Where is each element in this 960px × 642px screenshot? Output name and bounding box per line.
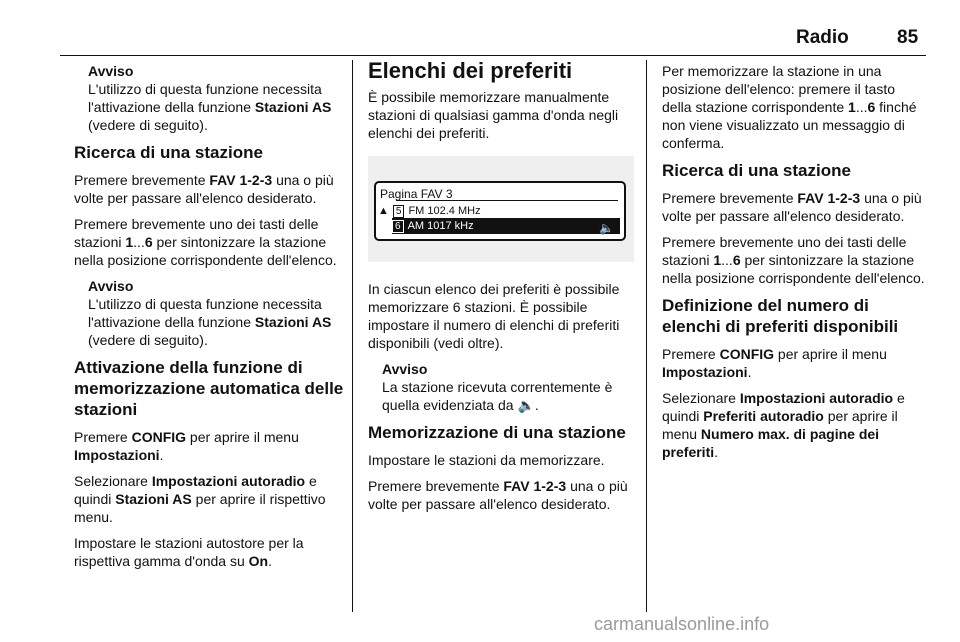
note-text: L'utilizzo di questa funzione necessita l'attivazione della funzione <box>88 296 322 330</box>
section-title: Radio <box>796 27 849 48</box>
station-label: AM 1017 kHz <box>407 220 474 232</box>
column-divider-1 <box>352 60 353 612</box>
paragraph: Per memorizzare la stazione in una posizione dell'elenco: premere il tasto della stazione corrispondente 1...6 finché non viene visualizzato un messaggio di conferma. <box>662 63 917 151</box>
note-text: La stazione ricevuta correntemente è quella evidenziata da <box>382 379 613 413</box>
paragraph: Impostare le stazioni da memorizzare. <box>368 452 605 468</box>
column-divider-2 <box>646 60 647 612</box>
paragraph: Premere brevemente uno dei tasti delle stazioni 1...6 per sintonizzare la stazione nella posizione corrispondente dell'elenco. <box>74 216 337 268</box>
screen-title: Pagina FAV 3 <box>380 187 453 201</box>
page-header <box>0 0 960 56</box>
note-bold: Stazioni AS <box>254 314 332 330</box>
note-title: Avviso <box>88 63 134 79</box>
paragraph: Premere CONFIG per aprire il menu Impostazioni. <box>662 346 887 380</box>
header-divider <box>60 55 926 56</box>
note-box <box>74 277 346 349</box>
paragraph: Premere brevemente FAV 1-2-3 una o più volte per passare all'elenco desiderato. <box>74 172 334 206</box>
favorite-row-selected <box>392 218 620 234</box>
column-2 <box>368 58 634 521</box>
paragraph: Selezionare Impostazioni autoradio e quindi Stazioni AS per aprire il rispettivo menu. <box>74 473 326 525</box>
paragraph: Premere brevemente FAV 1-2-3 una o più volte per passare all'elenco desiderato. <box>662 190 922 224</box>
heading-attivazione: Attivazione della funzione di memorizzazione automatica delle stazioni <box>74 358 344 419</box>
preset-number: 6 <box>392 220 404 233</box>
column-3 <box>662 62 928 469</box>
heading-ricerca: Ricerca di una stazione <box>74 143 263 162</box>
note-box: Avviso La stazione ricevuta correntemente è quella evidenziata da 🔈. <box>368 360 634 414</box>
paragraph: Premere brevemente FAV 1-2-3 una o più volte per passare all'elenco desiderato. <box>368 478 628 512</box>
paragraph: Premere brevemente uno dei tasti delle stazioni 1...6 per sintonizzare la stazione nella posizione corrispondente dell'elenco. <box>662 234 925 286</box>
speaker-icon: 🔈 <box>517 397 535 413</box>
radio-screen <box>374 181 626 241</box>
radio-display-figure <box>368 156 634 262</box>
preset-number: 5 <box>393 205 405 218</box>
note-box <box>74 62 346 134</box>
paragraph: Impostare le stazioni autostore per la rispettiva gamma d'onda su On. <box>74 535 304 569</box>
paragraph: Premere CONFIG per aprire il menu Impostazioni. <box>74 429 299 463</box>
heading-memorizzazione: Memorizzazione di una stazione <box>368 423 626 442</box>
note-tail: (vedere di seguito). <box>88 117 208 133</box>
heading-elenchi: Elenchi dei preferiti <box>368 58 573 83</box>
paragraph: Selezionare Impostazioni autoradio e quindi Preferiti autoradio per aprire il menu Numero max. di pagine dei preferiti. <box>662 390 905 460</box>
screen-divider <box>396 200 618 201</box>
heading-ricerca: Ricerca di una stazione <box>662 161 851 180</box>
heading-definizione: Definizione del numero di elenchi di preferiti disponibili <box>662 296 899 336</box>
speaker-icon: 🔈 <box>599 221 614 235</box>
paragraph: In ciascun elenco dei preferiti è possibile memorizzare 6 stazioni. È possibile impostare il numero di elenchi di preferiti disponibili (vedi oltre). <box>368 281 620 351</box>
arrow-up-icon: ▲ <box>378 205 389 217</box>
note-text: L'utilizzo di questa funzione necessita l'attivazione della funzione <box>88 81 322 115</box>
note-title: Avviso <box>88 278 134 294</box>
watermark: carmanualsonline.info <box>594 614 770 634</box>
paragraph: È possibile memorizzare manualmente stazioni di qualsiasi gamma d'onda negli elenchi dei preferiti. <box>368 89 619 141</box>
column-1 <box>74 62 346 578</box>
note-bold: Stazioni AS <box>254 99 332 115</box>
station-label: FM 102.4 MHz <box>408 205 481 217</box>
note-tail: (vedere di seguito). <box>88 332 208 348</box>
page-number: 85 <box>897 27 919 48</box>
note-title: Avviso <box>382 361 428 377</box>
